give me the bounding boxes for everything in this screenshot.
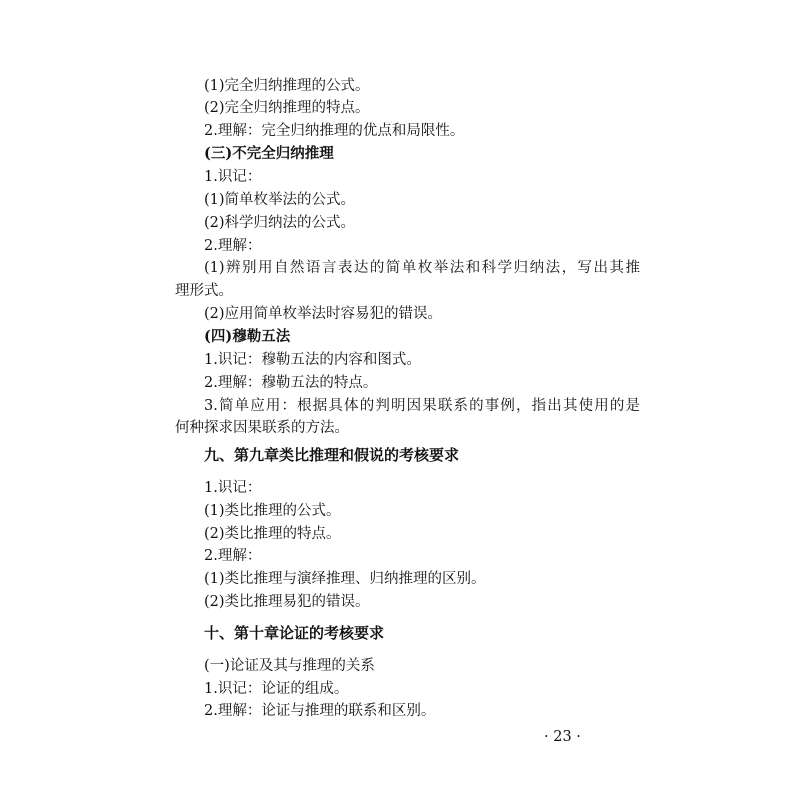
section-subheading: (三)不完全归纳推理 [204, 145, 334, 162]
text-line: (1)简单枚举法的公式。 [204, 192, 356, 208]
text-line: (1)完全归纳推理的公式。 [204, 78, 370, 94]
text-line: 理形式。 [175, 283, 233, 299]
text-line: 1.识记：论证的组成。 [204, 681, 349, 697]
text-line: (一)论证及其与推理的关系 [204, 658, 375, 674]
text-line: 2.理解：完全归纳推理的优点和局限性。 [204, 123, 465, 139]
text-line: 2.理解：论证与推理的联系和区别。 [204, 703, 436, 719]
text-line: 2.理解：穆勒五法的特点。 [204, 375, 378, 391]
text-line: 1.识记： [204, 169, 262, 185]
text-line: 2.理解： [204, 548, 262, 564]
text-line: (1)辨别用自然语言表达的简单枚举法和科学归纳法，写出其推 [204, 260, 640, 276]
chapter-heading: 十、第十章论证的考核要求 [204, 624, 385, 642]
text-line: (2)类比推理易犯的错误。 [204, 594, 370, 610]
text-line: 1.识记： [204, 480, 262, 496]
text-line: (2)应用简单枚举法时容易犯的错误。 [204, 306, 443, 322]
text-line: (2)类比推理的特点。 [204, 526, 341, 542]
text-line: 2.理解： [204, 238, 262, 254]
text-line: 1.识记：穆勒五法的内容和图式。 [204, 352, 421, 368]
section-subheading: (四)穆勒五法 [204, 328, 291, 345]
page-number: · 23 · [544, 729, 581, 745]
text-line: (2)科学归纳法的公式。 [204, 215, 356, 231]
text-line: (1)类比推理与演绎推理、归纳推理的区别。 [204, 571, 486, 587]
chapter-heading: 九、第九章类比推理和假说的考核要求 [204, 446, 460, 464]
text-line: (1)类比推理的公式。 [204, 503, 341, 519]
text-line: 3.简单应用：根据具体的判明因果联系的事例，指出其使用的是 [204, 398, 640, 414]
text-line: 何种探求因果联系的方法。 [175, 420, 349, 436]
text-line: (2)完全归纳推理的特点。 [204, 100, 370, 116]
